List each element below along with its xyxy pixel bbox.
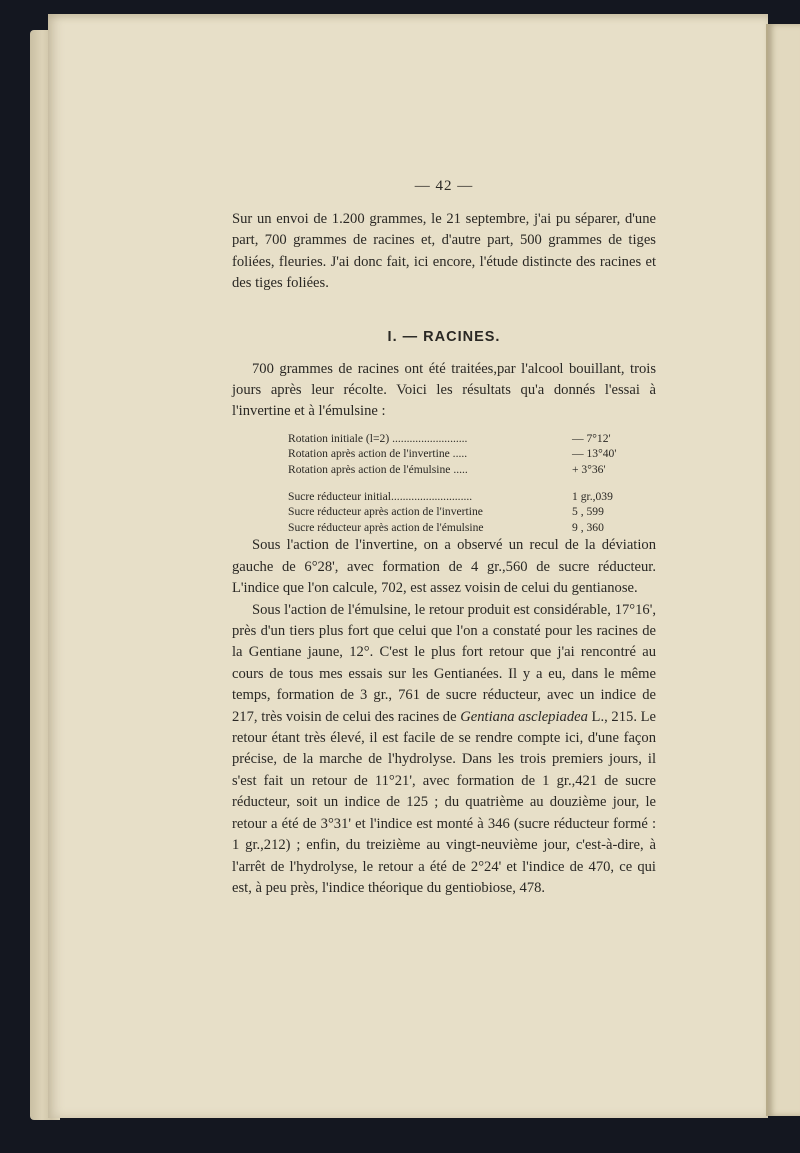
row-value: 5 , 599: [572, 505, 604, 519]
table-row: [288, 462, 618, 478]
facing-page-edge: [766, 24, 800, 1116]
row-value: + 3°36': [572, 463, 606, 477]
page-text-block: [232, 178, 656, 899]
paragraph-invertine: Sous l'action de l'invertine, on a observé un recul de la déviation gauche de 6°28', avec formation de 4 gr.,560 de sucre réducteur. L'indice que l'on calcule, 702, est assez voisin de celui du gentianose.: [232, 537, 656, 597]
row-label: Rotation après action de l'invertine .....: [288, 447, 468, 461]
paragraph-method: 700 grammes de racines ont été traitées,par l'alcool bouillant, trois jours après leur récolte. Voici les résultats qu'a donnés l'essai à l'invertine et à l'émulsine :: [232, 360, 656, 420]
section-heading: I. — RACINES.: [387, 328, 501, 345]
species-name: Gentiana asclepiadea: [460, 708, 588, 725]
row-label: Sucre réducteur après action de l'invertine: [288, 505, 483, 519]
row-value: 1 gr.,039: [572, 489, 613, 503]
page-number: — 42 —: [414, 178, 474, 194]
row-label: Rotation initiale (l=2) ..........................: [288, 431, 468, 445]
paragraph-emulsine: [232, 600, 656, 900]
row-label: Sucre réducteur initial............................: [288, 489, 473, 503]
table-row: [288, 504, 618, 520]
table-row: [288, 431, 618, 447]
results-table: [288, 431, 618, 536]
table-row: [288, 520, 618, 536]
row-label: Rotation après action de l'émulsine .....: [288, 463, 468, 477]
row-value: 9 , 360: [572, 520, 604, 534]
table-row: [288, 446, 618, 462]
paragraph-emulsine-end: L., 215. Le retour étant très élevé, il est facile de se rendre compte ici, d'une façon précise, de la marche de l'hydrolyse. Dans les trois premiers jours, il s'est fait un retour de 11°21', avec formation de 1 gr.,421 de sucre réducteur, soit un indice de 125 ; du quatrième au douzième jour, le retour a été de 3°31' et l'indice est monté à 346 (sucre réducteur formé : 1 gr.,212) ; enfin, du treizième au vingt-neuvième jour, c'est-à-dire, à l'arrêt de l'hydrolyse, le retour a été de 2°24' et l'indice de 470, ce qui est, à peu près, l'indice théorique du gentiobiose, 478.: [232, 708, 657, 896]
paragraph-emulsine-start: Sous l'action de l'émulsine, le retour produit est considérable, 17°16', près d'un tiers plus fort que celui que l'on a constaté pour les racines de la Gentiane jaune, 12°. C'est le plus fort retour que j'ai rencontré au cours de tous mes essais sur les Gentianées. Il y a eu, dans le même temps, formation de 3 gr., 761 de sucre réducteur, avec un indice de 217, très voisin de celui des racines de: [232, 601, 656, 725]
row-value: — 13°40': [572, 447, 617, 461]
row-value: — 7°12': [572, 431, 611, 445]
row-label: Sucre réducteur après action de l'émulsine: [288, 520, 484, 534]
table-row: [288, 489, 618, 505]
intro-paragraph: Sur un envoi de 1.200 grammes, le 21 septembre, j'ai pu séparer, d'une part, 700 grammes de racines et, d'autre part, 500 grammes de tiges foliées, fleuries. J'ai donc fait, ici encore, l'étude distincte des racines et des tiges foliées.: [232, 211, 656, 292]
